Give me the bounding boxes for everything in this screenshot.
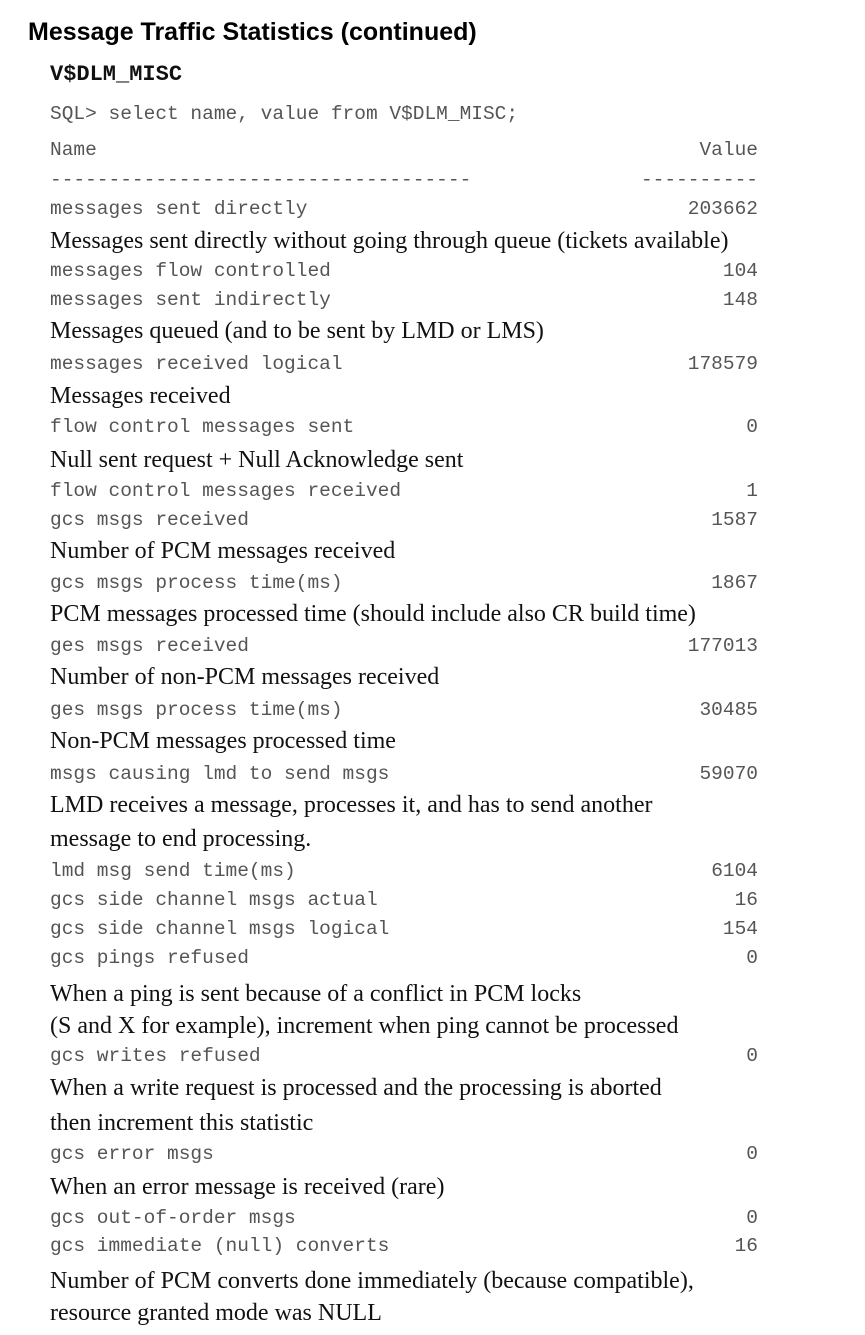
stat-description: Number of PCM messages received — [50, 538, 396, 564]
stat-description: resource granted mode was NULL — [50, 1300, 382, 1326]
stat-value: 0 — [746, 416, 758, 438]
stat-value: 0 — [746, 1143, 758, 1165]
column-rule-name: ------------------------------------ — [50, 169, 472, 191]
stat-name: messages sent indirectly — [50, 289, 331, 311]
stat-name: lmd msg send time(ms) — [50, 860, 296, 882]
stat-value: 0 — [746, 1045, 758, 1067]
stat-value: 30485 — [699, 699, 758, 721]
stat-description: Number of non-PCM messages received — [50, 664, 440, 690]
stat-value: 1867 — [711, 572, 758, 594]
stat-description: When a write request is processed and the processing is aborted — [50, 1075, 662, 1101]
stat-description: PCM messages processed time (should include also CR build time) — [50, 601, 696, 627]
stat-value: 104 — [722, 260, 758, 282]
stat-value: 1 — [746, 480, 758, 502]
stat-name: gcs msgs process time(ms) — [50, 572, 343, 594]
stat-name: ges msgs received — [50, 635, 249, 657]
stat-value: 0 — [746, 1207, 758, 1229]
stat-value: 6104 — [711, 860, 758, 882]
stat-name: gcs msgs received — [50, 509, 249, 531]
stat-value: 16 — [734, 1235, 758, 1257]
stat-name: messages sent directly — [50, 198, 308, 220]
stat-value: 16 — [734, 889, 758, 911]
column-rule-value: ---------- — [640, 169, 758, 191]
stat-description: When a ping is sent because of a conflict in PCM locks — [50, 981, 582, 1007]
stat-name: flow control messages received — [50, 480, 402, 502]
stat-description: (S and X for example), increment when ping cannot be processed — [50, 1013, 679, 1039]
stat-description: Messages sent directly without going through queue (tickets available) — [50, 228, 729, 254]
column-header-name: Name — [50, 139, 97, 161]
stat-name: gcs side channel msgs actual — [50, 889, 378, 911]
stat-name: msgs causing lmd to send msgs — [50, 763, 390, 785]
stat-description: Messages queued (and to be sent by LMD or LMS) — [50, 318, 544, 344]
stat-value: 1587 — [711, 509, 758, 531]
stat-name: ges msgs process time(ms) — [50, 699, 343, 721]
page-title: Message Traffic Statistics (continued) — [28, 18, 477, 46]
stat-description: LMD receives a message, processes it, and has to send another — [50, 792, 653, 818]
stat-name: gcs immediate (null) converts — [50, 1235, 390, 1257]
view-name-heading: V$DLM_MISC — [50, 62, 183, 87]
stat-description: Number of PCM converts done immediately (because compatible), — [50, 1268, 694, 1294]
stat-description: Null sent request + Null Acknowledge sent — [50, 447, 464, 473]
stat-value: 154 — [722, 918, 758, 940]
stat-value: 0 — [746, 947, 758, 969]
stat-name: gcs writes refused — [50, 1045, 261, 1067]
stat-value: 178579 — [687, 353, 758, 375]
stat-name: gcs out-of-order msgs — [50, 1207, 296, 1229]
column-header-value: Value — [699, 139, 758, 161]
stat-name: gcs pings refused — [50, 947, 249, 969]
stat-name: gcs error msgs — [50, 1143, 214, 1165]
stat-name: messages flow controlled — [50, 260, 331, 282]
stat-description: Non-PCM messages processed time — [50, 728, 396, 754]
sql-query: SQL> select name, value from V$DLM_MISC; — [50, 103, 519, 125]
stat-value: 59070 — [699, 763, 758, 785]
stat-value: 177013 — [687, 635, 758, 657]
stat-name: messages received logical — [50, 353, 343, 375]
stat-description: then increment this statistic — [50, 1110, 314, 1136]
stat-description: When an error message is received (rare) — [50, 1174, 445, 1200]
stat-value: 148 — [722, 289, 758, 311]
stat-description: Messages received — [50, 383, 231, 409]
stat-name: gcs side channel msgs logical — [50, 918, 390, 940]
stat-value: 203662 — [687, 198, 758, 220]
stat-description: message to end processing. — [50, 826, 312, 852]
stat-name: flow control messages sent — [50, 416, 355, 438]
